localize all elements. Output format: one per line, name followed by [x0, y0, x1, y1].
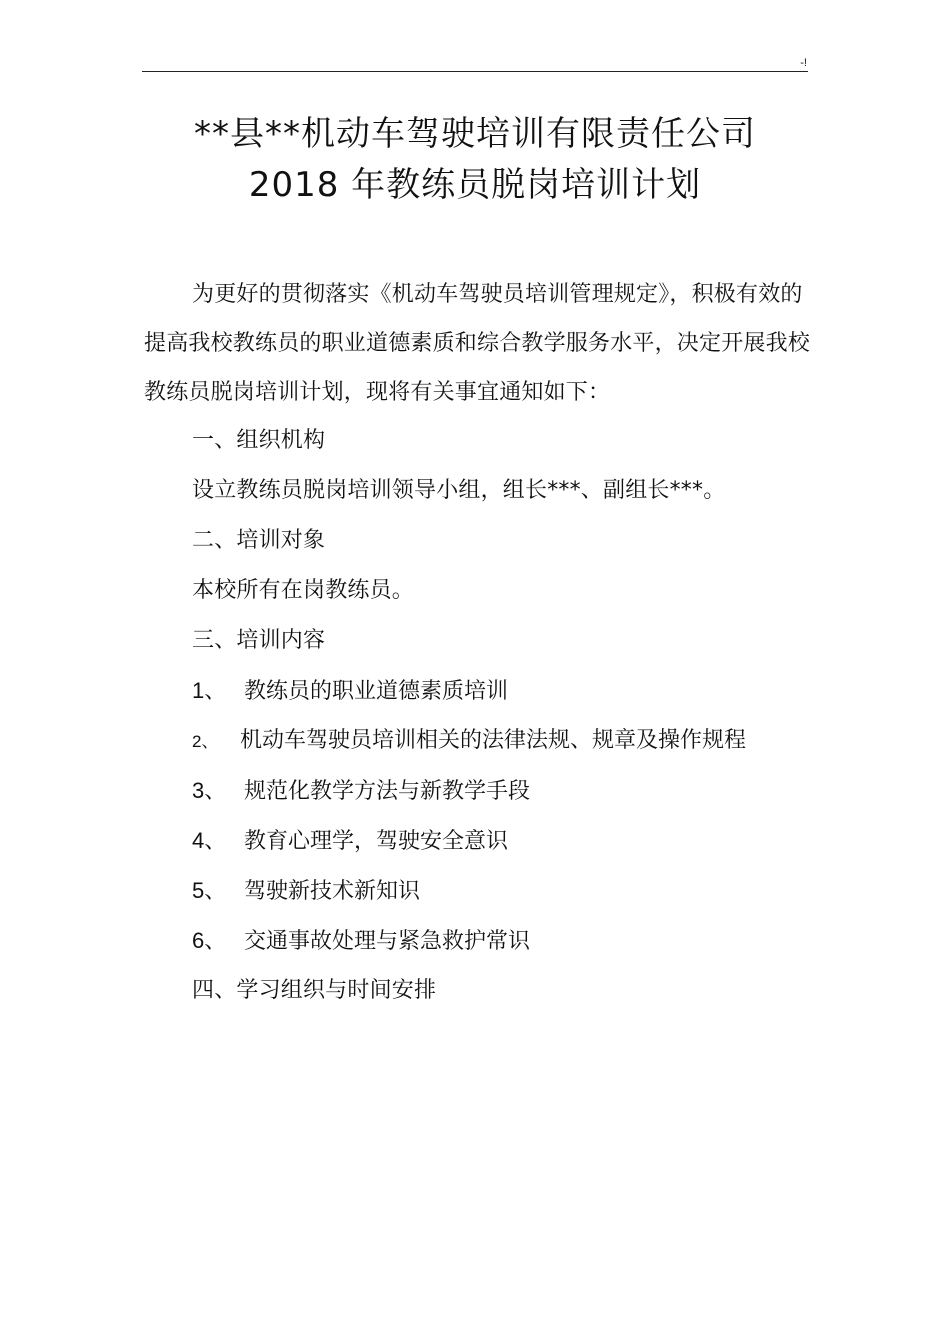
- list-item-number: 6、: [192, 928, 227, 953]
- list-item-text: 驾驶新技术新知识: [244, 879, 421, 904]
- header-rule: [142, 71, 808, 72]
- list-item-text: 交通事故处理与紧急救护常识: [244, 929, 531, 954]
- list-item: [192, 876, 420, 907]
- list-item-text: 机动车驾驶员培训相关的法律法规、规章及操作规程: [240, 728, 747, 753]
- list-item-text: 教育心理学，驾驶安全意识: [244, 829, 509, 854]
- list-item-number: 1、: [192, 678, 227, 703]
- intro-paragraph: 为更好的贯彻落实《机动车驾驶员培训管理规定》，积极有效的提高我校教练员的职业道德素质和综合教学服务水平，决定开展我校教练员脱岗培训计划，现将有关事宜通知如下：: [144, 282, 811, 405]
- page-mark: -!: [800, 57, 807, 69]
- section-heading-organization: 一、组织机构: [192, 428, 326, 453]
- list-item: [192, 726, 746, 757]
- list-item-number: 4、: [192, 828, 227, 853]
- list-item: [192, 926, 530, 957]
- section-heading-content: 三、培训内容: [192, 628, 326, 653]
- list-item-number: 3、: [192, 778, 227, 803]
- list-item: [192, 776, 530, 807]
- section-heading-trainees: 二、培训对象: [192, 528, 326, 553]
- list-item: [192, 826, 508, 857]
- list-item-text: 规范化教学方法与新教学手段: [244, 779, 531, 804]
- section-heading-schedule: 四、学习组织与时间安排: [192, 978, 437, 1003]
- list-item-number: 2、: [192, 732, 219, 751]
- section-body-organization: 设立教练员脱岗培训领导小组，组长***、副组长***。: [192, 478, 726, 503]
- list-item: [192, 676, 508, 707]
- list-item-number: 5、: [192, 878, 227, 903]
- section-body-trainees: 本校所有在岗教练员。: [192, 578, 415, 603]
- document-subtitle: 2018 年教练员脱岗培训计划: [248, 165, 702, 205]
- list-item-text: 教练员的职业道德素质培训: [244, 679, 509, 704]
- document-title: **县**机动车驾驶培训有限责任公司: [194, 114, 756, 154]
